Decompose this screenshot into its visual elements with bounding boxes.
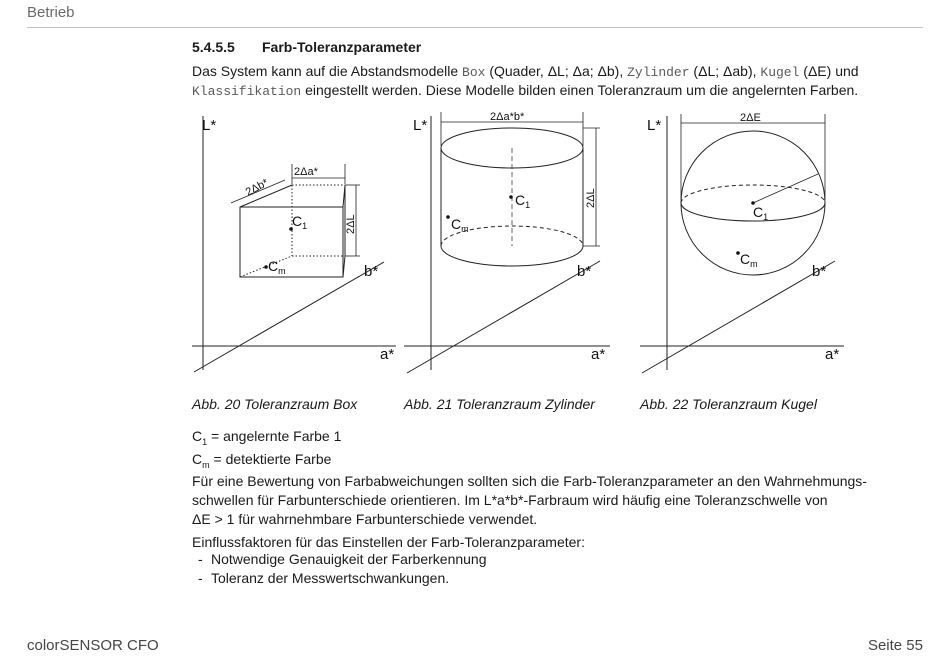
figure-kugel xyxy=(632,108,854,380)
l-axis-label: L* xyxy=(647,117,662,134)
model-box-keyword: Box xyxy=(462,65,486,80)
c1-subscript: 1 xyxy=(302,221,308,231)
definition-symbol: C xyxy=(192,428,203,444)
header-divider xyxy=(27,27,923,28)
definition-text: = angelernte Farbe 1 xyxy=(207,428,342,444)
footer-product-name: colorSENSOR CFO xyxy=(27,637,159,654)
intro-text: (ΔE) und xyxy=(799,63,859,79)
delta-a-label: 2Δa* xyxy=(294,166,318,178)
figure-zylinder xyxy=(400,108,622,380)
bullet-dash: - xyxy=(198,551,203,567)
delta-b-label: 2Δb* xyxy=(243,176,271,199)
c1-symbol: C xyxy=(753,204,764,220)
tolerance-cylinder xyxy=(441,112,600,266)
c1-symbol: C xyxy=(515,192,526,208)
footer-page-number: Seite 55 xyxy=(867,637,923,654)
cm-symbol: C xyxy=(740,251,751,267)
cm-subscript: m xyxy=(461,224,469,234)
model-zylinder-keyword: Zylinder xyxy=(627,65,690,80)
body-line-3: ΔE > 1 für wahrnehmbare Farbunterschiede verwendet. xyxy=(192,511,538,527)
caption-kugel: Abb. 22 Toleranzraum Kugel xyxy=(640,396,817,412)
definition-subscript: m xyxy=(202,459,210,470)
delta-l-label: 2ΔL xyxy=(345,214,357,234)
intro-line-2 xyxy=(192,81,858,101)
delta-e-label: 2ΔE xyxy=(740,112,761,124)
c1-label xyxy=(292,213,307,231)
cm-label xyxy=(740,251,758,269)
b-axis-label: b* xyxy=(577,263,592,280)
definition-text: = detektierte Farbe xyxy=(209,451,332,467)
c1-symbol: C xyxy=(292,213,303,229)
intro-line-1 xyxy=(192,62,859,82)
section-heading xyxy=(192,39,421,55)
b-axis-label: b* xyxy=(812,263,827,280)
tolerance-sphere xyxy=(681,114,825,275)
c1-label xyxy=(515,192,530,210)
c1-label xyxy=(753,204,768,222)
bullet-item xyxy=(198,570,449,586)
cm-symbol: C xyxy=(451,216,462,232)
cm-subscript: m xyxy=(750,259,758,269)
cm-symbol: C xyxy=(268,258,279,274)
b-axis xyxy=(407,261,600,373)
definition-cm xyxy=(192,451,331,470)
delta-ab-label: 2Δa*b* xyxy=(490,111,525,123)
bullet-item xyxy=(198,551,487,567)
delta-l-label: 2ΔL xyxy=(585,188,597,208)
bullet-dash: - xyxy=(198,570,203,586)
cm-subscript: m xyxy=(278,266,286,276)
body-line-1: Für eine Bewertung von Farbabweichungen sollten sich die Farb-Toleranzparameter an den Wahrnehmungs- xyxy=(192,473,867,489)
page-header-title: Betrieb xyxy=(27,4,75,21)
intro-text: (Quader, ΔL; Δa; Δb), xyxy=(485,63,628,79)
bullet-text: Notwendige Genauigkeit der Farberkennung xyxy=(211,551,487,567)
caption-box: Abb. 20 Toleranzraum Box xyxy=(192,396,358,412)
body-line-4: Einflussfaktoren für das Einstellen der Farb-Toleranzparameter: xyxy=(192,534,585,550)
c1-point xyxy=(509,195,513,199)
l-axis-label: L* xyxy=(413,117,428,134)
a-axis-label: a* xyxy=(825,346,840,363)
a-axis-label: a* xyxy=(380,346,395,363)
l-axis-label: L* xyxy=(202,117,217,134)
definition-subscript: 1 xyxy=(202,436,208,447)
b-axis xyxy=(194,262,384,372)
body-line-2: schwellen für Farbunterschiede orientieren. Im L*a*b*-Farbraum wird häufig eine Toleranzschwelle von xyxy=(192,492,828,508)
b-axis-label: b* xyxy=(364,263,379,280)
c1-subscript: 1 xyxy=(525,200,531,210)
section-number: 5.4.5.5 xyxy=(192,39,235,55)
model-kugel-keyword: Kugel xyxy=(760,65,800,80)
intro-text: Das System kann auf die Abstandsmodelle xyxy=(192,63,463,79)
a-axis-label: a* xyxy=(591,346,606,363)
figure-box xyxy=(188,108,408,380)
cm-point xyxy=(446,215,450,219)
definition-c1 xyxy=(192,428,341,447)
section-title: Farb-Toleranzparameter xyxy=(262,39,422,55)
c1-subscript: 1 xyxy=(763,212,769,222)
bullet-text: Toleranz der Messwertschwankungen. xyxy=(211,570,450,586)
caption-zylinder: Abb. 21 Toleranzraum Zylinder xyxy=(404,396,595,412)
intro-text: (ΔL; Δab), xyxy=(689,63,761,79)
definition-symbol: C xyxy=(192,451,203,467)
cm-label xyxy=(451,216,469,234)
intro-text: eingestellt werden. Diese Modelle bilden einen Toleranzraum um die angelernten Farben. xyxy=(301,82,859,98)
b-axis xyxy=(642,261,835,373)
cm-label xyxy=(268,258,286,276)
model-klassifikation-keyword: Klassifikation xyxy=(192,84,302,99)
